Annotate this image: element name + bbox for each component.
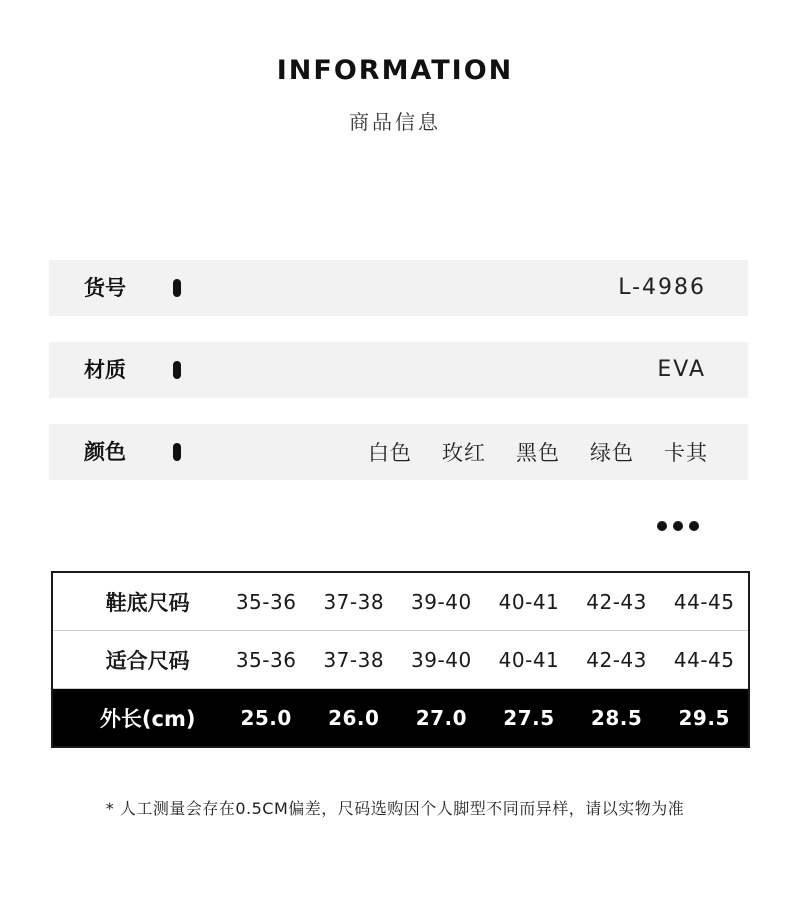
measurement-note: * 人工测量会存在0.5CM偏差，尺码选购因个人脚型不同而异样，请以实物为准 (105, 799, 685, 818)
size-table (51, 571, 750, 748)
table-cell: 42-43 (586, 589, 647, 614)
table-cell: 35-36 (235, 589, 297, 614)
table-cell: 27.5 (503, 705, 555, 730)
material-label: 材质 (84, 358, 126, 382)
table-cell: 35-36 (235, 647, 297, 672)
table-cell: 37-38 (323, 589, 385, 614)
item-number-label: 货号 (84, 276, 126, 300)
table-cell: 39-40 (411, 589, 472, 614)
table-row-fit-size (53, 631, 748, 689)
row-header: 外长(cm) (99, 706, 196, 731)
page-title: INFORMATION (276, 55, 514, 86)
color-option: 卡其 (664, 441, 708, 465)
separator-bar-icon (173, 443, 181, 461)
table-row-sole-size (53, 573, 748, 631)
color-options (368, 424, 708, 480)
color-option: 黑色 (516, 441, 560, 465)
more-dots-icon (657, 521, 699, 531)
row-header: 鞋底尺码 (105, 590, 190, 615)
table-cell: 44-45 (673, 589, 735, 614)
table-cell: 44-45 (673, 647, 735, 672)
info-row-material (49, 342, 748, 398)
separator-bar-icon (173, 279, 181, 297)
separator-bar-icon (173, 361, 181, 379)
row-header: 适合尺码 (105, 648, 190, 673)
info-row-color (49, 424, 748, 480)
color-option: 白色 (368, 441, 412, 465)
info-row-item-number (49, 260, 748, 316)
table-cell: 39-40 (411, 647, 472, 672)
table-cell: 40-41 (498, 647, 560, 672)
table-cell: 26.0 (328, 705, 380, 730)
material-value: EVA (657, 357, 706, 382)
table-cell: 37-38 (323, 647, 385, 672)
table-cell: 28.5 (590, 705, 643, 730)
table-cell: 29.5 (678, 705, 730, 730)
table-cell: 25.0 (240, 705, 292, 730)
table-cell: 40-41 (498, 589, 560, 614)
item-number-value: L-4986 (618, 275, 706, 300)
table-row-outer-length (53, 689, 748, 746)
color-option: 绿色 (590, 441, 634, 465)
page-subtitle: 商品信息 (349, 110, 441, 134)
table-cell: 27.0 (415, 705, 468, 730)
table-cell: 42-43 (586, 647, 647, 672)
color-option: 玫红 (442, 441, 486, 465)
color-label: 颜色 (84, 440, 126, 464)
